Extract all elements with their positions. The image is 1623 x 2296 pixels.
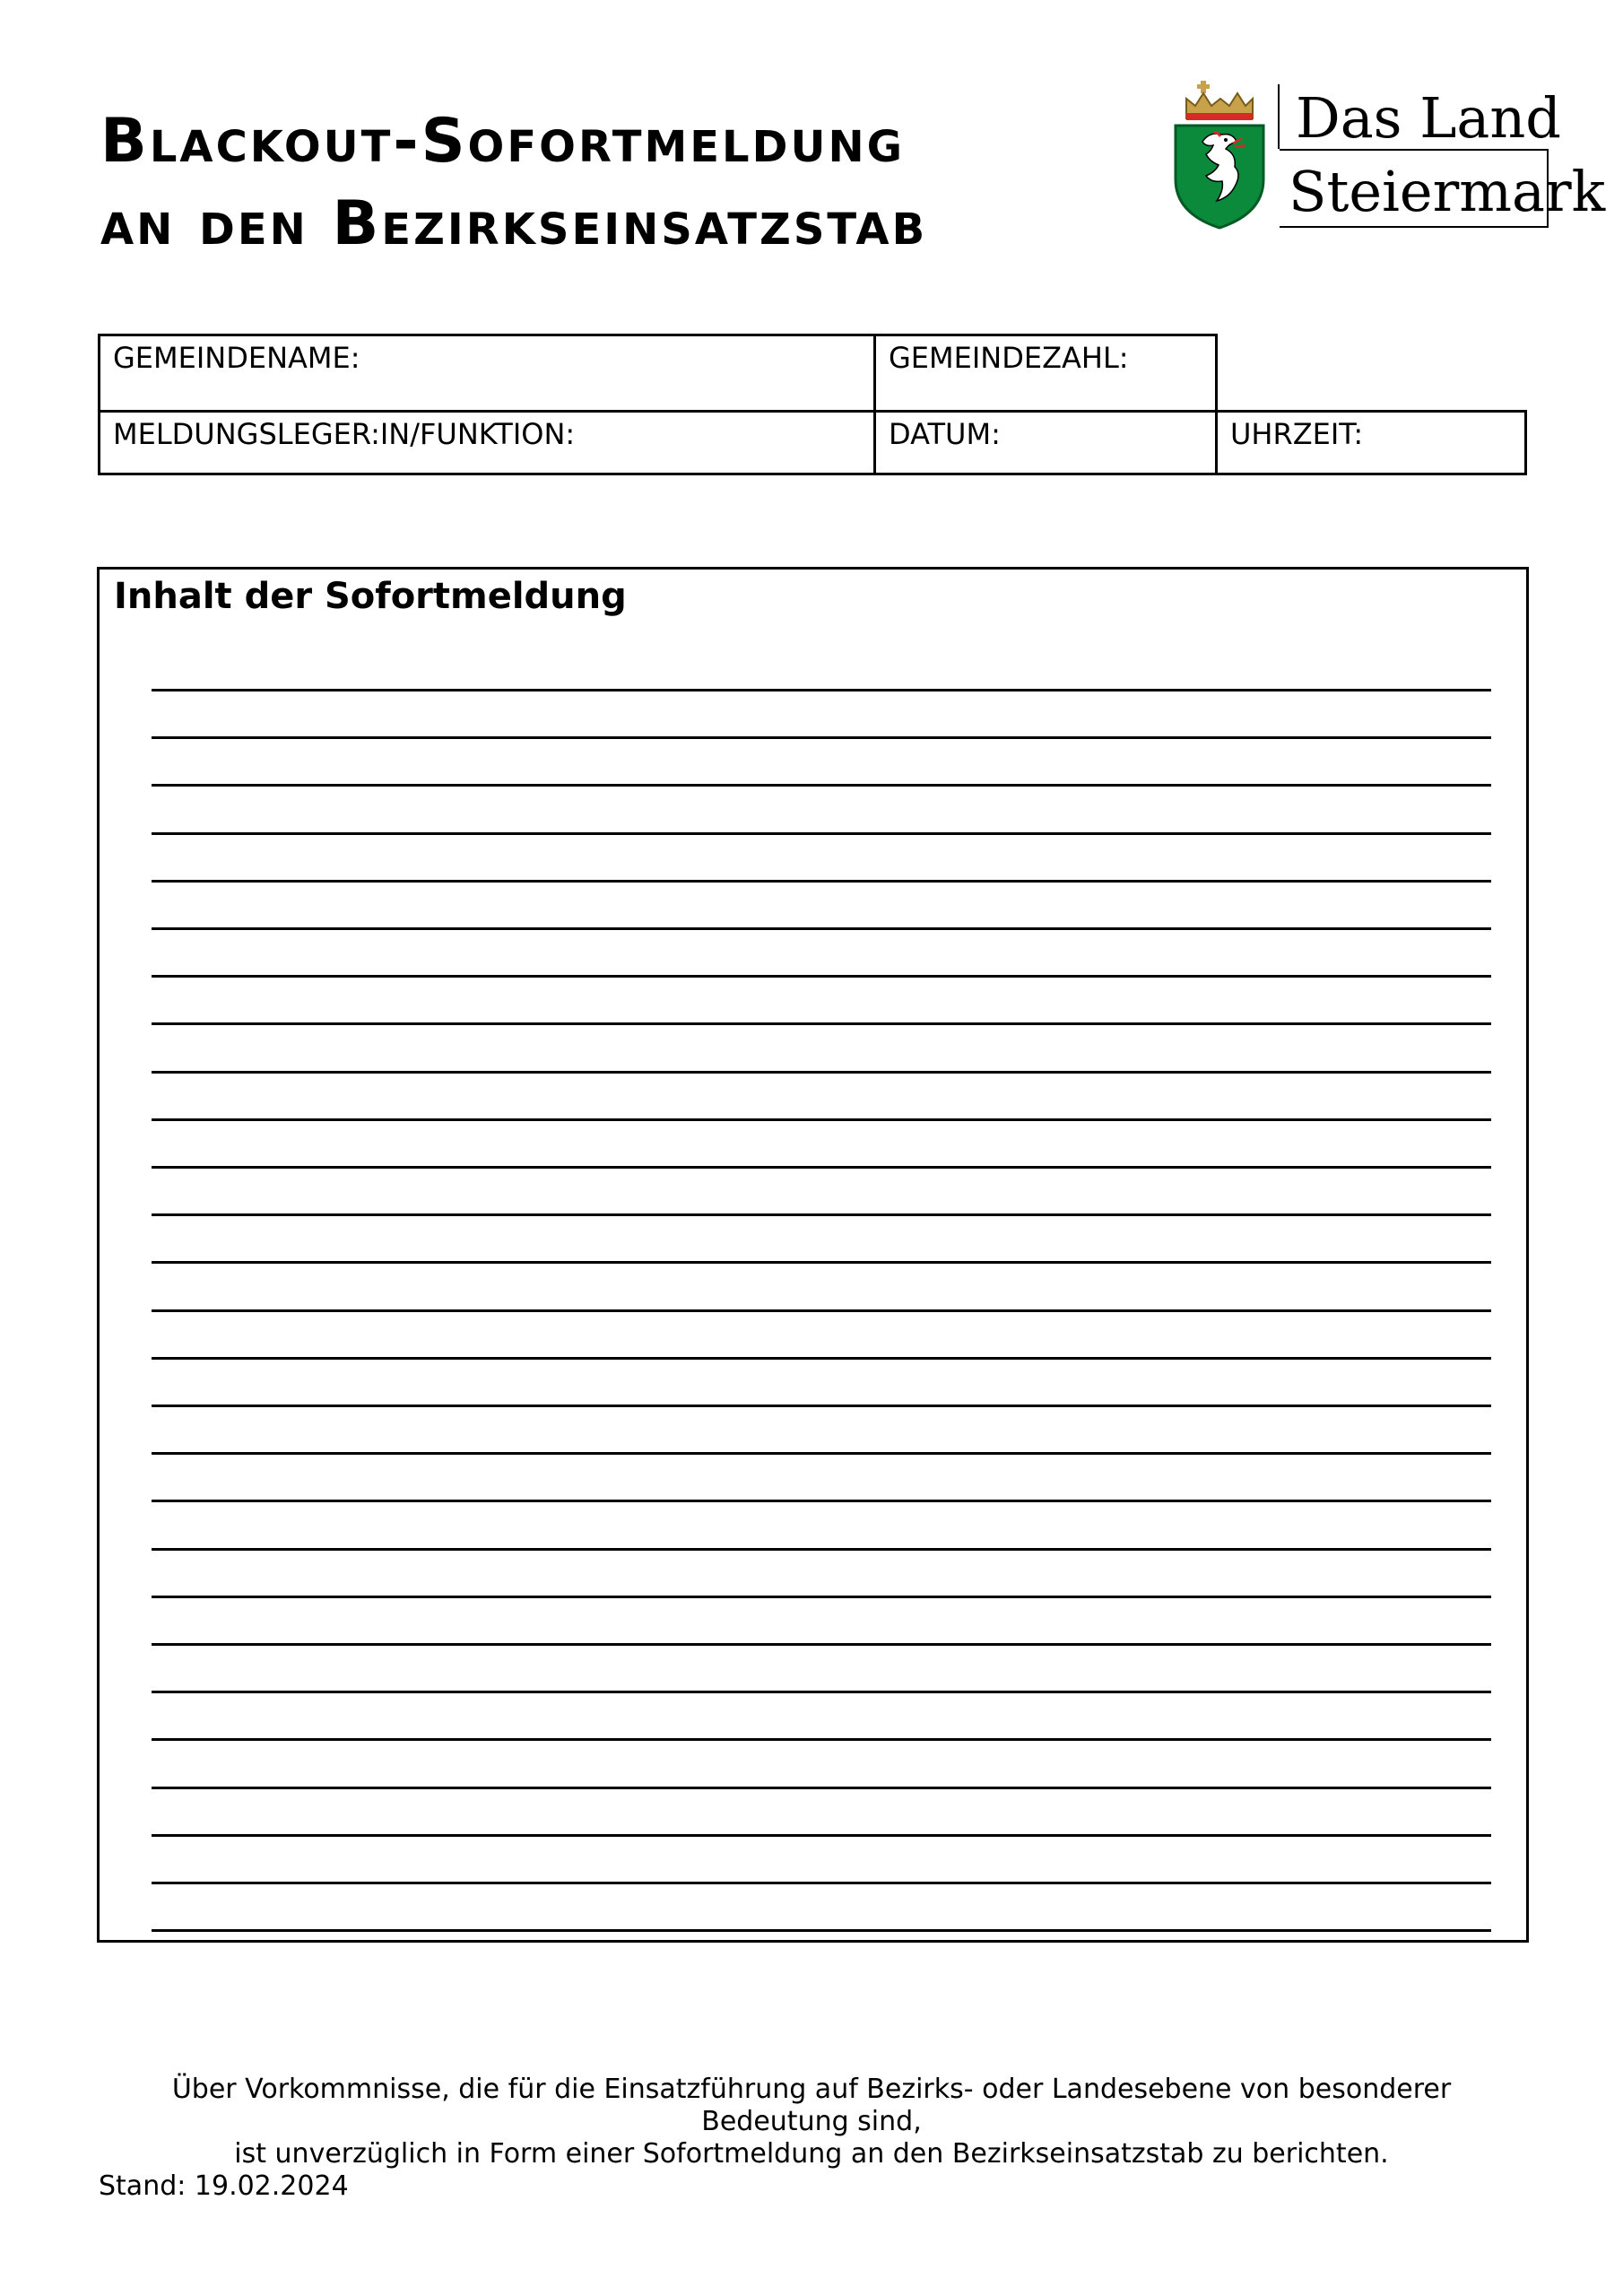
writing-line[interactable] [152, 1261, 1491, 1264]
gemeindezahl-field[interactable] [873, 334, 1218, 413]
writing-line[interactable] [152, 1452, 1491, 1455]
writing-line[interactable] [152, 689, 1491, 691]
uhrzeit-field[interactable] [1215, 410, 1527, 475]
writing-line[interactable] [152, 1166, 1491, 1169]
footer-line-3: ist unverzüglich in Form einer Sofortmeldung an den Bezirkseinsatzstab zu berichten. [234, 2138, 1389, 2170]
logo-text-line-2: Steiermark [1289, 159, 1606, 224]
meldungsleger-label: MELDUNGSLEGER:IN/FUNKTION: [113, 417, 576, 451]
gemeindename-field[interactable] [98, 334, 876, 413]
logo-wordmark [1280, 84, 1606, 228]
title-line-1: Blackout-Sofortmeldung [100, 106, 906, 177]
writing-line[interactable] [152, 1929, 1491, 1932]
writing-line[interactable] [152, 1213, 1491, 1216]
writing-line[interactable] [152, 736, 1491, 739]
writing-line[interactable] [152, 1834, 1491, 1837]
writing-line[interactable] [152, 784, 1491, 787]
gemeindename-label: GEMEINDENAME: [113, 341, 360, 375]
logo-text-line-1: Das Land [1296, 85, 1561, 151]
datum-field[interactable] [873, 410, 1218, 475]
uhrzeit-label: UHRZEIT: [1230, 417, 1364, 451]
writing-line[interactable] [152, 1882, 1491, 1884]
sofortmeldung-content-box [97, 567, 1529, 1943]
datum-label: DATUM: [889, 417, 1001, 451]
title-line-2: an den Bezirkseinsatzstab [100, 188, 928, 259]
writing-line[interactable] [152, 1596, 1491, 1598]
stand-date: Stand: 19.02.2024 [99, 2170, 349, 2202]
writing-line[interactable] [152, 1118, 1491, 1121]
writing-line[interactable] [152, 832, 1491, 835]
steiermark-coat-of-arms-icon [1170, 79, 1269, 231]
writing-line[interactable] [152, 1357, 1491, 1360]
footer-note [99, 2074, 1524, 2170]
writing-line[interactable] [152, 1405, 1491, 1407]
writing-line[interactable] [152, 1022, 1491, 1025]
writing-line[interactable] [152, 1309, 1491, 1312]
footer-line-1: Über Vorkommnisse, die für die Einsatzführung auf Bezirks- oder Landesebene von besonderer [171, 2074, 1452, 2105]
writing-line[interactable] [152, 1643, 1491, 1646]
meldungsleger-field[interactable] [98, 410, 876, 475]
writing-line[interactable] [152, 975, 1491, 978]
writing-line[interactable] [152, 1071, 1491, 1074]
writing-line[interactable] [152, 1738, 1491, 1741]
writing-line[interactable] [152, 1787, 1491, 1789]
writing-line[interactable] [152, 1548, 1491, 1551]
writing-line[interactable] [152, 927, 1491, 930]
writing-line[interactable] [152, 880, 1491, 883]
land-steiermark-logo [1170, 79, 1606, 240]
footer-line-2: Bedeutung sind, [701, 2106, 922, 2137]
content-title: Inhalt der Sofortmeldung [114, 576, 627, 617]
writing-line[interactable] [152, 1691, 1491, 1693]
document-title [100, 100, 927, 265]
gemeindezahl-label: GEMEINDEZAHL: [889, 341, 1129, 375]
header-fields-table [98, 334, 1527, 475]
writing-line[interactable] [152, 1500, 1491, 1502]
